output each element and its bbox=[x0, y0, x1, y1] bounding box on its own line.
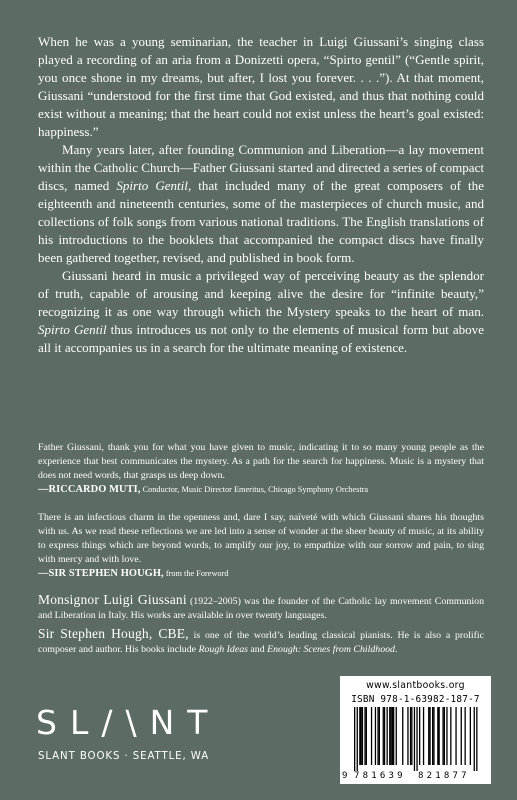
barcode-bar bbox=[384, 707, 385, 765]
bio-text: . bbox=[394, 644, 398, 655]
barcode-bar bbox=[411, 707, 412, 765]
barcode-right-digits: 821877 bbox=[418, 771, 470, 781]
barcode-bar bbox=[470, 707, 471, 765]
endorser-role: Conductor, Music Director Emeritus, Chicago Symphony Orchestra bbox=[140, 485, 369, 494]
barcode-left-digits: 781639 bbox=[354, 771, 406, 781]
endorsement-attribution bbox=[38, 483, 484, 497]
barcode-bar bbox=[402, 707, 403, 765]
barcode-bar bbox=[446, 707, 447, 765]
barcode-bar bbox=[476, 707, 477, 771]
book-title-italic: Rough Ideas bbox=[198, 644, 248, 655]
endorsement-hough bbox=[38, 511, 484, 581]
back-cover-description bbox=[38, 33, 484, 357]
endorsement-muti bbox=[38, 441, 484, 497]
barcode-bar bbox=[407, 707, 408, 765]
barcode-bar bbox=[444, 707, 445, 765]
paragraph-text: Many years later, after founding Communion and Liberation—a lay movement within the Catholic Church—Father Giussani started and directed a series of compact discs, named bbox=[38, 142, 485, 193]
barcode-bar bbox=[416, 707, 417, 771]
barcode-bar bbox=[362, 707, 363, 765]
barcode-bar bbox=[354, 707, 355, 771]
barcode-bar bbox=[392, 707, 393, 765]
bio-name: Monsignor Luigi Giussani bbox=[38, 592, 187, 607]
paragraph-text: When he was a young seminarian, the teacher in Luigi Giussani’s singing class played a recording of an aria from a Donizetti opera, “Spirto gentil” (“Gentle spirit, you once shone in my dreams, but after, I lost you forever. . . .”). At that moment, Giussani “understood for the first time that God existed, and thus that nothing could exist without a meaning; that the heart could not exist unless the heart’s goal existed: happiness.” bbox=[38, 34, 484, 139]
barcode-bar bbox=[375, 707, 376, 765]
barcode-bar bbox=[450, 707, 451, 765]
barcode-bar bbox=[410, 707, 411, 765]
barcode-bar bbox=[361, 707, 362, 765]
barcode-bar bbox=[428, 707, 429, 765]
barcode-bar bbox=[423, 707, 424, 765]
barcode-bar bbox=[359, 707, 360, 765]
bio-text: and bbox=[247, 644, 268, 655]
publisher-url: www.slantbooks.org bbox=[366, 680, 465, 691]
barcode-bar bbox=[465, 707, 466, 765]
endorser-role: from the Foreword bbox=[163, 569, 229, 578]
barcode-bar bbox=[455, 707, 456, 765]
endorsement-quote: Father Giussani, thank you for what you have given to music, indicating it to so many young people as the experience that best communicates the mystery. As a path for the search for happiness. Music is a mystery that does not need words, that grasps us deep down. bbox=[38, 442, 484, 481]
barcode-bar bbox=[377, 707, 378, 765]
paragraph-text: , that included many of the great composers of the eighteenth and nineteenth centuries, some of the masterpieces of church music, and collections of folk songs from various national traditions. The English translations of his introductions to the booklets that accompanied the compact discs have finally been gathered together, revised, and published in book form. bbox=[38, 178, 484, 265]
barcode-bar bbox=[419, 707, 420, 765]
book-title-italic: Enough: Scenes from Childhood bbox=[267, 644, 395, 655]
barcode-bar bbox=[366, 707, 367, 765]
barcode-bar bbox=[371, 707, 372, 765]
publisher-logo: SL/\NT bbox=[36, 703, 221, 742]
barcode-bar bbox=[437, 707, 438, 765]
barcode-bar bbox=[393, 707, 394, 765]
barcode-bar bbox=[357, 707, 358, 771]
endorser-name: —RICCARDO MUTI, bbox=[38, 484, 141, 495]
bio-text: (1922–2005) was the founder of the Catholic lay movement Communion and Liberation in Italy. His works are available in over twenty languages. bbox=[38, 596, 484, 621]
endorser-name: —SIR STEPHEN HOUGH, bbox=[38, 568, 164, 579]
author-bio-giussani bbox=[38, 593, 484, 623]
barcode-bar bbox=[364, 707, 365, 765]
barcode-lead-digit: 9 bbox=[342, 771, 348, 781]
barcode-bar bbox=[414, 707, 415, 771]
barcode-bar bbox=[387, 707, 388, 765]
barcode-bar bbox=[439, 707, 440, 765]
description-paragraph-2 bbox=[38, 141, 484, 267]
barcode-bars bbox=[348, 707, 483, 771]
barcode-digits bbox=[340, 771, 491, 783]
book-title-italic: Spirto Gentil bbox=[116, 178, 188, 193]
book-title-italic: Spirto Gentil bbox=[38, 322, 107, 337]
barcode-bar bbox=[429, 707, 430, 765]
barcode-bar bbox=[383, 707, 384, 765]
barcode-bar bbox=[432, 707, 433, 765]
barcode-bar bbox=[389, 707, 390, 765]
bio-name: Sir Stephen Hough, CBE, bbox=[38, 626, 189, 641]
barcode-bar bbox=[442, 707, 443, 765]
author-bio-hough bbox=[38, 627, 484, 657]
barcode-bar bbox=[379, 707, 380, 765]
bio-text: is one of the world’s leading classical pianists. He is also a prolific composer and author. His books include bbox=[38, 630, 484, 655]
isbn-label: ISBN 978-1-63982-187-7 bbox=[351, 694, 480, 705]
publisher-location: SLANT BOOKS · SEATTLE, WA bbox=[38, 751, 210, 762]
paragraph-text: Giussani heard in music a privileged way of perceiving beauty as the splendor of truth, capable of arousing and keeping alive the desire for “infinite beauty,” recognizing it as one way through which the Mystery speaks to the heart of man. bbox=[38, 268, 484, 319]
barcode-bar bbox=[396, 707, 397, 765]
barcode-bar bbox=[461, 707, 462, 765]
isbn-barcode-panel bbox=[340, 676, 491, 784]
endorsement-attribution bbox=[38, 567, 484, 581]
barcode-bar bbox=[390, 707, 391, 765]
barcode-bar bbox=[474, 707, 475, 771]
barcode-bar bbox=[433, 707, 434, 765]
description-paragraph-1 bbox=[38, 33, 484, 141]
description-paragraph-3 bbox=[38, 267, 484, 357]
endorsement-quote: There is an infectious charm in the openness and, dare I say, naïveté with which Giussani shares his thoughts with us. As we read these reflections we are led into a sense of wonder at the sheer beauty of music, at its ability to express things which are beyond words, to amplify our joy, to empathize with our sorrow and pain, to sing with mercy and with love. bbox=[38, 512, 484, 565]
paragraph-text: thus introduces us not only to the elements of musical form but above all it accompanies us in a search for the ultimate meaning of existence. bbox=[38, 322, 484, 355]
